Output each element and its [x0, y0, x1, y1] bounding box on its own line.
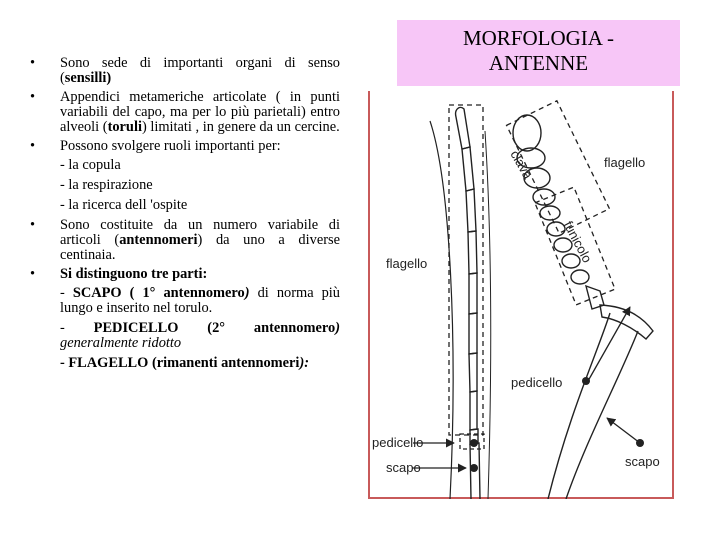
label-funicolo: funicolo — [560, 218, 595, 266]
bullet-text: Sono sede di importanti organi di senso ( — [60, 55, 340, 86]
bullet-dot: • — [30, 217, 36, 233]
antenna-drawing — [370, 91, 676, 499]
bullet-bold: antennomeri — [119, 232, 198, 248]
sub-item: - la respirazione — [60, 177, 153, 193]
flagello-left-dashbox — [449, 105, 483, 435]
bullet-dot: • — [30, 266, 36, 282]
bold-italic-text: ) — [335, 320, 340, 336]
sub-item: - la copula — [60, 157, 121, 173]
label-clava: clava — [507, 147, 536, 182]
label-scapo-left: scapo — [386, 460, 421, 475]
bullet-dot: • — [30, 138, 36, 154]
bold-text: - FLAGELLO (rimanenti antennomeri — [60, 355, 300, 371]
label-scapo-right: scapo — [625, 454, 660, 469]
bullet-text: ) limitati , in genere da un cercine. — [141, 119, 340, 135]
bold-text: PEDICELLO (2° antennomero — [93, 320, 336, 336]
antenna-figure — [368, 91, 674, 499]
bullet-text: ) da uno a diverse centinaia. — [60, 232, 340, 263]
dash: - — [60, 285, 73, 301]
bullet-item — [30, 56, 340, 86]
italic-text: generalmente ridotto — [60, 335, 182, 351]
bullet-list — [30, 56, 340, 376]
title-line-2: ANTENNE — [488, 51, 589, 75]
sub-item: - la ricerca dell 'ospite — [60, 197, 188, 213]
bullet-item — [30, 90, 340, 135]
bullet-item — [30, 139, 340, 154]
bullet-bold: sensilli) — [64, 70, 112, 86]
plain-text: di norma più lungo e inserito nel torulo. — [60, 285, 341, 316]
sub-item-pedicello — [30, 321, 340, 351]
dash: - — [60, 320, 94, 336]
label-pedicello-right: pedicello — [511, 375, 563, 390]
sub-item-flagello — [30, 356, 340, 371]
bullet-item — [30, 218, 340, 263]
label-flagello-right: flagello — [604, 155, 646, 170]
bullet-dot: • — [30, 89, 36, 105]
bold-italic-text: ): — [299, 355, 310, 371]
bullet-bold: Si distinguono tre parti: — [60, 266, 208, 282]
bullet-bold: toruli — [107, 119, 142, 135]
title-line-1: MORFOLOGIA - — [462, 26, 615, 50]
sub-item-scapo — [30, 286, 340, 316]
bold-text: SCAPO ( 1° antennomero — [72, 285, 245, 301]
bold-italic-text: ) — [244, 285, 250, 301]
bullet-dot: • — [30, 55, 36, 71]
label-pedicello-left: pedicello — [372, 435, 424, 450]
bullet-item — [30, 267, 340, 282]
bullet-text: Sono costituite da un numero variabile di articoli ( — [60, 217, 340, 248]
bullet-text: Appendici metameriche articolate ( in punti variabili del capo, ma per lo più parietali) entro alveoli ( — [60, 89, 340, 135]
arrow-dots — [470, 377, 644, 472]
slide-title — [397, 20, 680, 86]
label-flagello-left: flagello — [386, 256, 428, 271]
bullet-text: Possono svolgere ruoli importanti per: — [60, 138, 281, 154]
